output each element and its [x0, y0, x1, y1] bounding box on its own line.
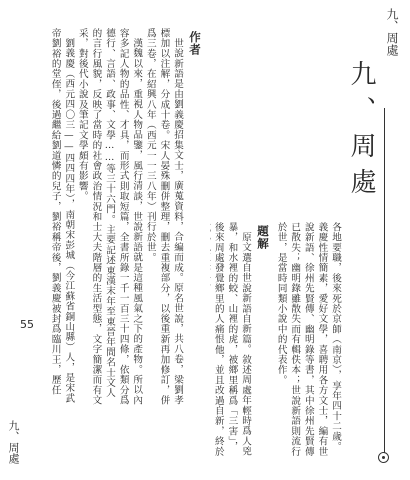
author-paragraph-3: 劉義慶（西元四〇三——四四四年），南朝宋彭城（今江蘇省銅山縣）人，是宋武帝劉裕的堂侄，後過繼給劉道憐的兒子，劉裕稱帝後，劉義慶被封爲臨川王，歷任: [49, 28, 75, 403]
left-page-body: [28, 28, 206, 408]
topic-paragraph: 原文選自世說新語自新篇。敘述周處年輕時爲人兇暴，和水裡的蛟、山裡的虎，被鄉里稱爲「三害」，後來周處發覺鄉里的人痛恨他，並且改過自新，終於: [212, 222, 252, 457]
author-continued-paragraph: 各地要職，後來死於京師（南京），享年四十二歲。義慶性情簡素，愛好文學，喜聘用各方文士，編有世說新語、徐州先賢傳、幽明錄等書，其中徐州先賢傳已散失；幽明錄雖散失而有輯佚本；世說新語則流行於世，是當時同類小說中的代表作。: [275, 222, 341, 457]
section-heading-topic: 題解: [256, 225, 271, 250]
right-running-head: 九、周處: [385, 8, 399, 56]
author-paragraph-2: 漢魏以來，重視人物品鑒，風行清談，世說新語就是這種風氣之下的產物。所以內容多記人物的品性、才具，而形式則取短篇，全書所錄一千一百三十四條，依類分爲德行、言語、政事、文學……等三十六門。主要記述東漢末年至東晉年間名士文人的言行風貌，反映了當時的社會政治情況和士大夫階層的生活型態，文字簡潔而有文采，對後代小說及筆記文學頗有影響。: [76, 28, 143, 406]
ring-dot-icon: [382, 456, 385, 459]
author-paragraph-1: 世說新語是由劉義慶招集文士，廣蒐資料，合編而成。原名世說，共八卷，梁劉孝標加以注解，分成十卷。宋人晏殊刪併整理，刪去重複部分，以後重新再加修訂，併爲三卷，在紹興八年（西元一一三八年）刊行於世。: [144, 28, 183, 406]
chapter-title: 九、周處: [346, 60, 376, 204]
section-heading-author: 作者: [188, 31, 202, 56]
page-number: 55: [20, 318, 34, 331]
left-running-head: 九、周處: [7, 420, 20, 464]
right-page-body: [210, 222, 342, 460]
chapter-rule: [384, 108, 385, 454]
